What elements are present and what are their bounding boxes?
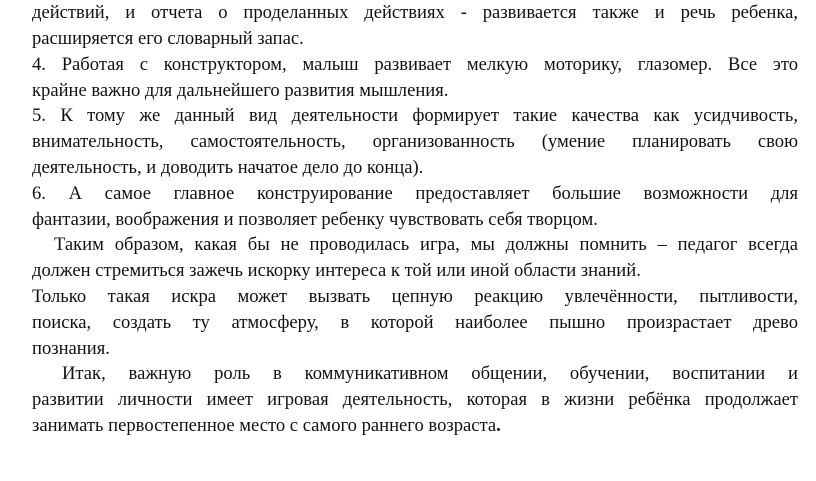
final-period: . (496, 415, 501, 436)
paragraph-final-line-2: развитии личности имеет игровая деятельность, которая в жизни ребёнка продолжает (32, 389, 798, 410)
list-item-5-line-3: деятельность, и доводить начатое дело до конца). (32, 157, 424, 178)
paragraph-spark-line-1: Только такая искра может вызвать цепную реакцию увлечённости, пытливости, (32, 286, 798, 307)
list-item-4-line-1: 4. Работая с конструктором, малыш развивает мелкую моторику, глазомер. Все это (32, 54, 798, 75)
text-line-1: действий, и отчета о проделанных действиях - развивается также и речь ребенка, (32, 2, 798, 23)
list-item-6-line-1: 6. А самое главное конструирование предоставляет большие возможности для (32, 183, 798, 204)
paragraph-conclusion-line-1: Таким образом, какая бы не проводилась игра, мы должны помнить – педагог всегда (54, 234, 798, 255)
paragraph-conclusion-line-2: должен стремиться зажечь искорку интереса к той или иной области знаний. (32, 260, 641, 281)
list-item-5-line-2: внимательность, самостоятельность, организованность (умение планировать свою (32, 131, 798, 152)
paragraph-final-line-1: Итак, важную роль в коммуникативном общении, обучении, воспитании и (62, 363, 798, 384)
list-item-5-line-1: 5. К тому же данный вид деятельности формирует такие качества как усидчивость, (32, 105, 798, 126)
text-line-2: расширяется его словарный запас. (32, 28, 304, 49)
paragraph-final-line-3 (32, 413, 501, 439)
paragraph-final-text: занимать первостепенное место с самого раннего возраста (32, 415, 497, 436)
paragraph-spark-line-3: познания. (32, 338, 110, 359)
paragraph-spark-line-2: поиска, создать ту атмосферу, в которой наиболее пышно произрастает древо (32, 312, 798, 333)
list-item-6-line-2: фантазии, воображения и позволяет ребенку чувствовать себя творцом. (32, 209, 598, 230)
list-item-4-line-2: крайне важно для дальнейшего развития мышления. (32, 80, 449, 101)
